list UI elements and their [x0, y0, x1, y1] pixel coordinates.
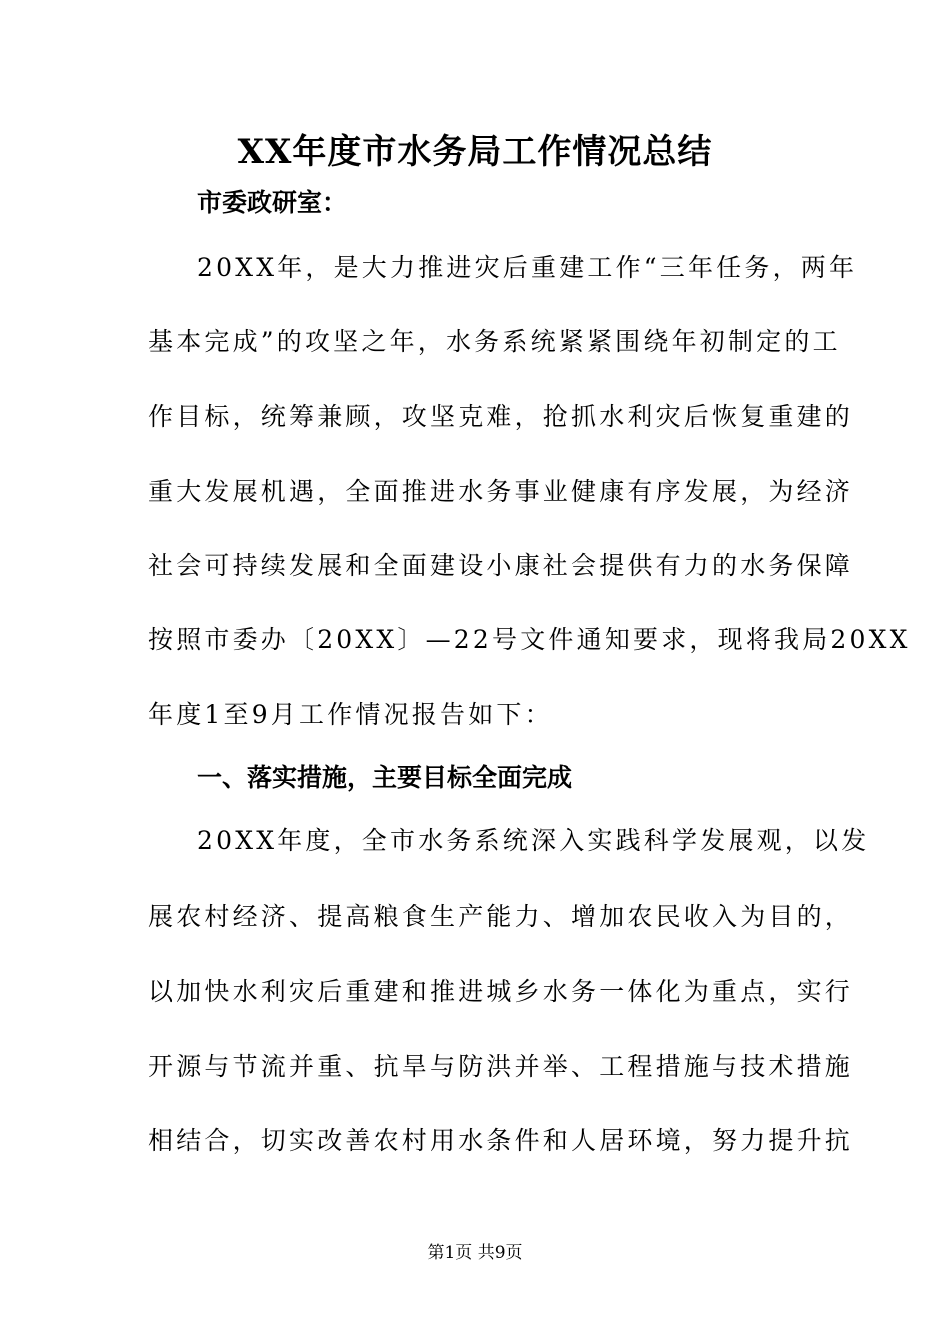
- paragraph-line: 展农村经济、提高粮食生产能力、增加农民收入为目的，: [148, 902, 854, 931]
- document-title: XX年度市水务局工作情况总结: [237, 132, 713, 172]
- recipient-line: 市委政研室：: [197, 188, 348, 217]
- page-footer: 第1页 共9页: [427, 1243, 523, 1263]
- paragraph-line: 社会可持续发展和全面建设小康社会提供有力的水务保障: [148, 551, 854, 580]
- paragraph-line: 重大发展机遇，全面推进水务事业健康有序发展，为经济: [148, 477, 854, 506]
- section-heading: 一、落实措施，主要目标全面完成: [197, 763, 573, 792]
- paragraph-line: 相结合，切实改善农村用水条件和人居环境，努力提升抗: [148, 1126, 854, 1155]
- paragraph-line: 以加快水利灾后重建和推进城乡水务一体化为重点，实行: [148, 977, 854, 1006]
- paragraph-line: 20XX年，是大力推进灾后重建工作“三年任务，两年: [197, 253, 858, 282]
- paragraph-line: 作目标，统筹兼顾，攻坚克难，抢抓水利灾后恢复重建的: [148, 402, 854, 431]
- paragraph-line: 年度1至9月工作情况报告如下：: [148, 700, 553, 729]
- paragraph-line: 基本完成”的攻坚之年，水务系统紧紧围绕年初制定的工: [148, 327, 841, 356]
- paragraph-line: 开源与节流并重、抗旱与防洪并举、工程措施与技术措施: [148, 1052, 854, 1081]
- paragraph-line: 20XX年度，全市水务系统深入实践科学发展观，以发: [197, 826, 870, 855]
- paragraph-line: 按照市委办〔20XX〕—22号文件通知要求，现将我局20XX: [148, 625, 911, 654]
